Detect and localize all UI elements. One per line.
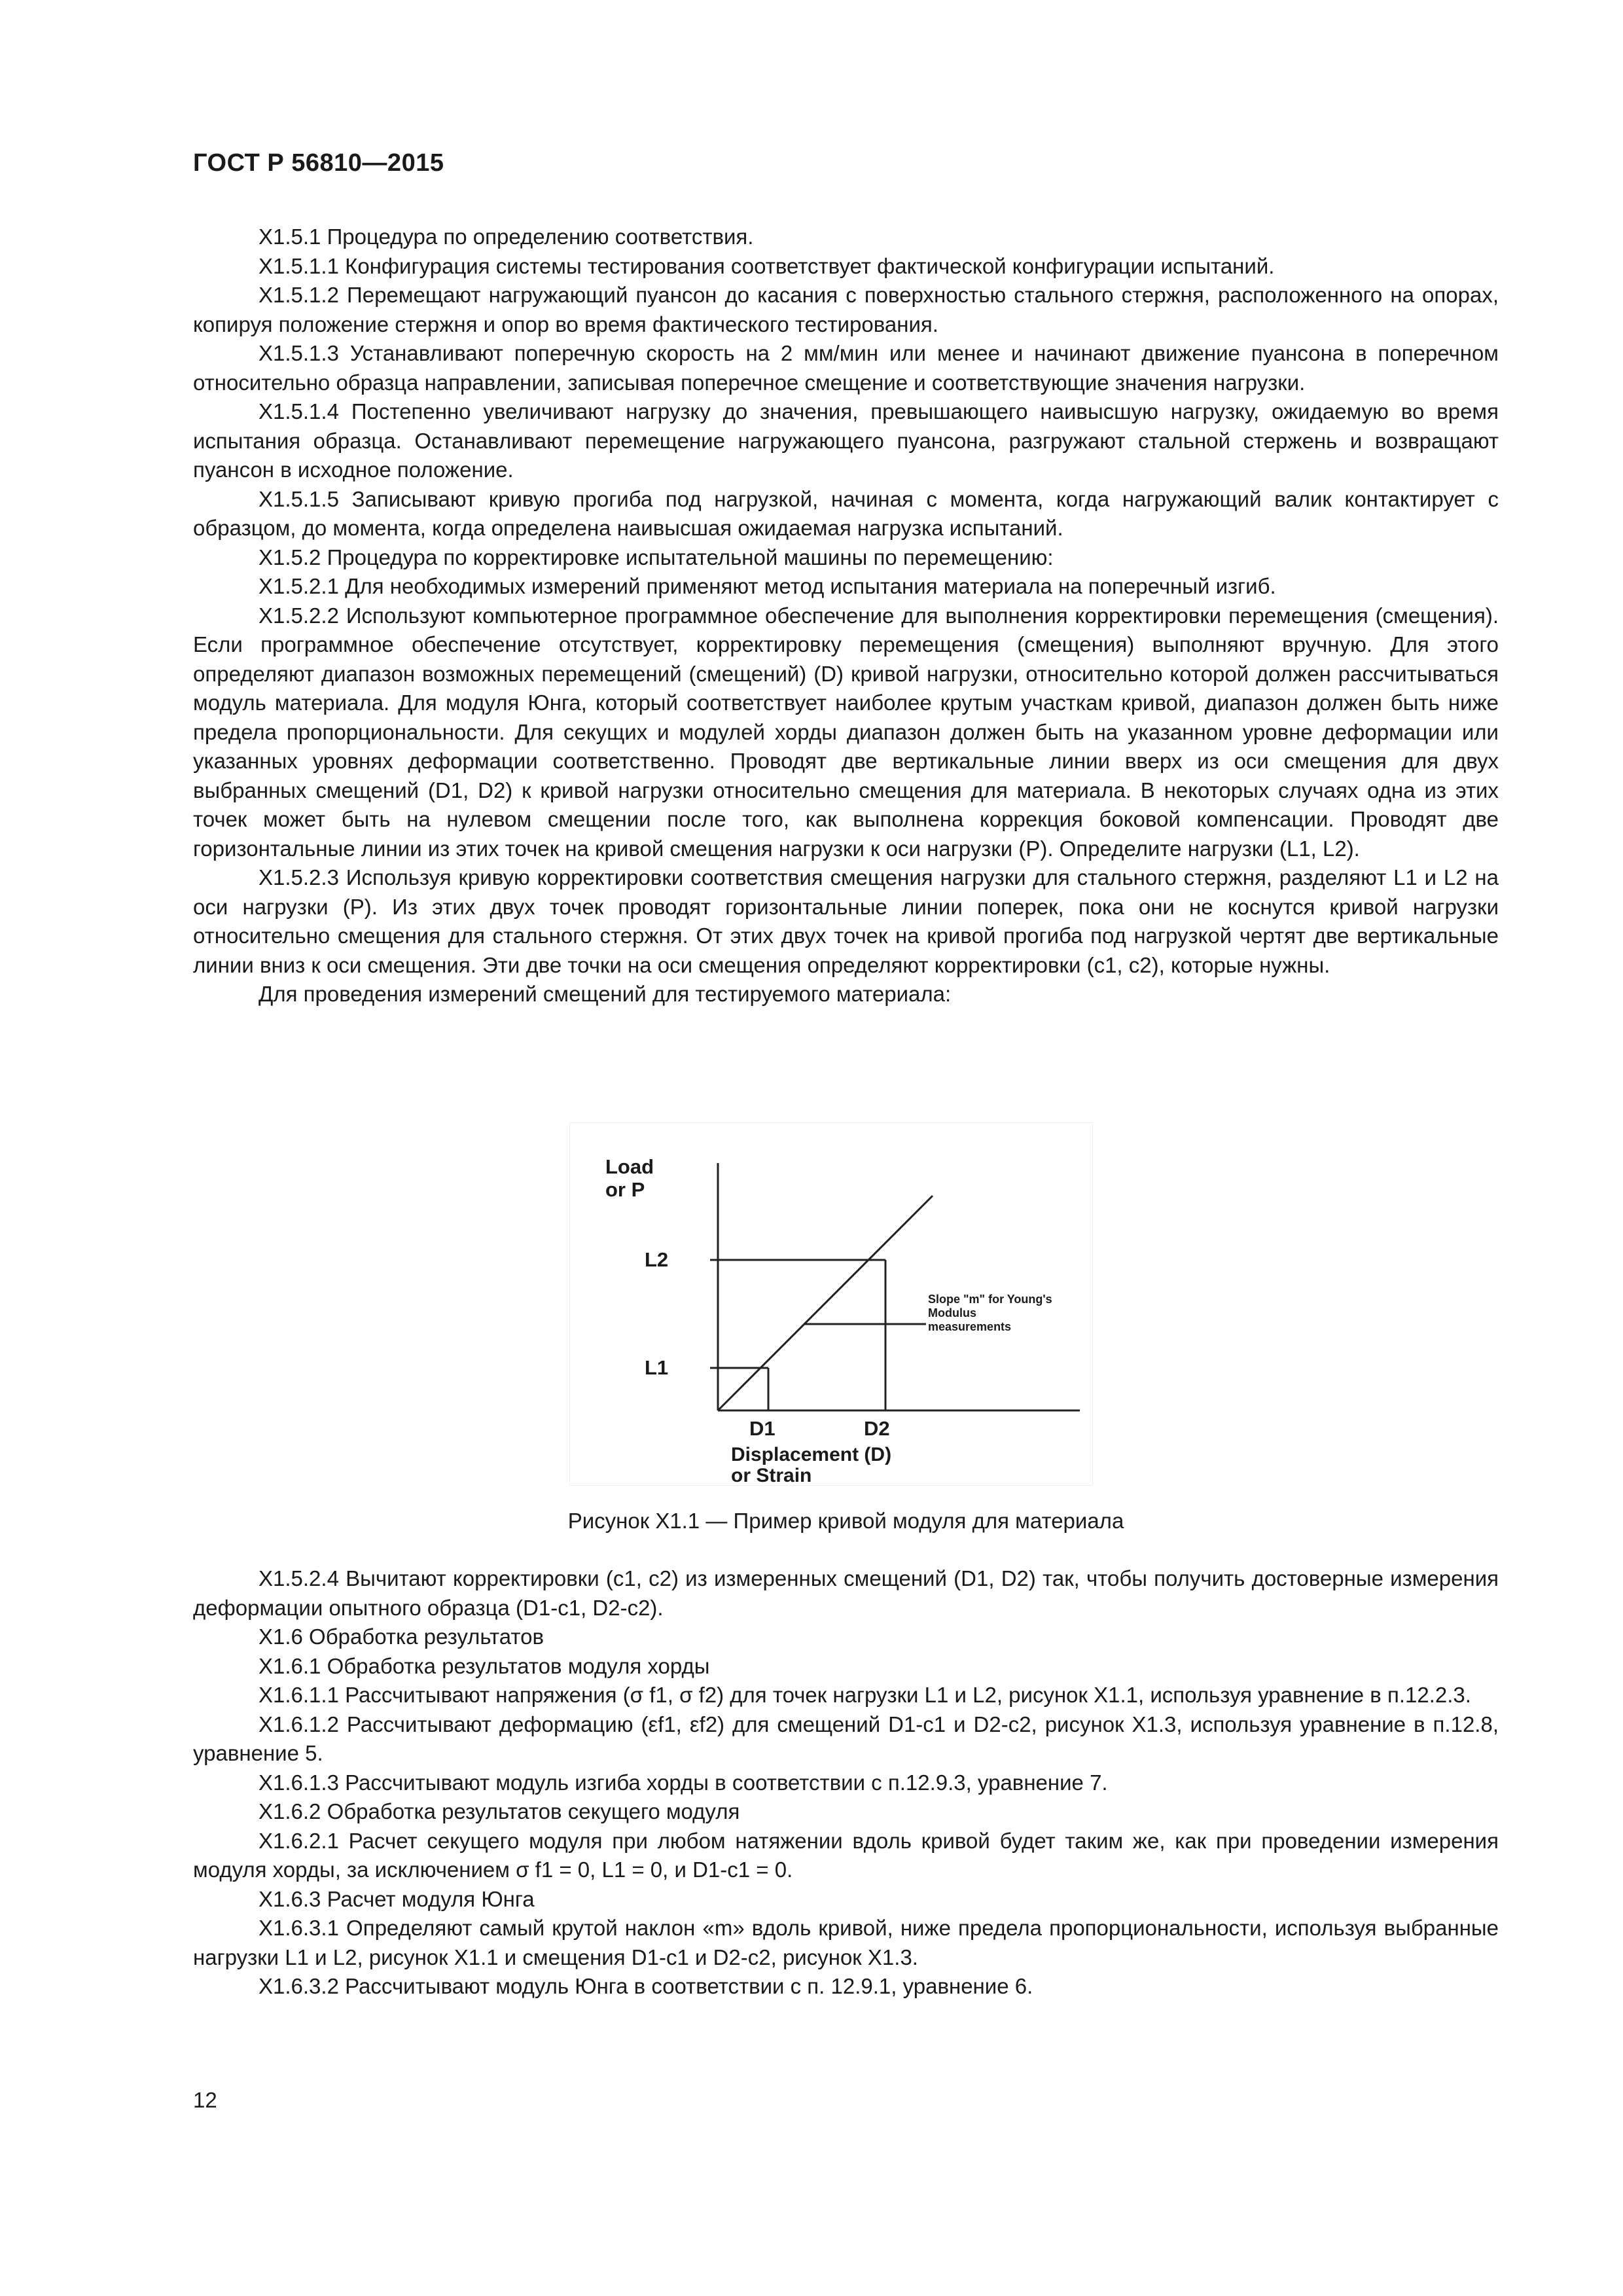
paragraph: X1.6.1.2 Рассчитывают деформацию (εf1, εf2) для смещений D1-c1 и D2-c2, рисунок X1.3, используя уравнение в п.12.8, уравнение 5. xyxy=(193,1712,1499,1765)
paragraph: X1.5.2 Процедура по корректировке испытательной машины по перемещению: xyxy=(259,545,1054,569)
paragraph: X1.5.1.2 Перемещают нагружающий пуансон до касания с поверхностью стального стержня, расположенного на опорах, копируя положение стержня и опор во время фактического тестирования. xyxy=(193,283,1499,336)
L1-label: L1 xyxy=(645,1356,669,1379)
figure-x1-1 xyxy=(569,1122,1093,1486)
paragraph: X1.5.2.3 Используя кривую корректировки соответствия смещения нагрузки для стального стержня, разделяют L1 и L2 на оси нагрузки (P). Из этих двух точек проводят горизонтальные линии поперек, пока они не коснутся кривой нагрузки относительно смещения для стального стержня. От этих двух точек на кривой прогиба под нагрузкой чертят две вертикальные линии вниз к оси смещения. Эти две точки на оси смещения определяют корректировки (c1, c2), которые нужны. xyxy=(193,865,1499,977)
paragraph: X1.6.1 Обработка результатов модуля хорды xyxy=(259,1653,710,1678)
y-axis-label: or P xyxy=(605,1178,645,1201)
document-header: ГОСТ Р 56810—2015 xyxy=(193,149,444,177)
paragraph: X1.5.1.4 Постепенно увеличивают нагрузку до значения, превышающего наивысшую нагрузку, ожидаемую во время испытания образца. Останавливают перемещение нагружающего пуансона, разгружают стальной стержень и возвращают пуансон в исходное положение. xyxy=(193,399,1499,482)
x-axis-label: Displacement (D) xyxy=(731,1444,892,1465)
paragraph: X1.5.2.1 Для необходимых измерений применяют метод испытания материала на поперечный изгиб. xyxy=(259,574,1276,598)
paragraph: X1.6.1.1 Рассчитывают напряжения (σ f1, σ f2) для точек нагрузки L1 и L2, рисунок X1.1, используя уравнение в п.12.2.3. xyxy=(259,1683,1471,1707)
paragraph: X1.5.1 Процедура по определению соответствия. xyxy=(259,224,754,249)
paragraph: X1.5.1.1 Конфигурация системы тестирования соответствует фактической конфигурации испытаний. xyxy=(259,253,1275,278)
D2-label: D2 xyxy=(864,1417,890,1440)
paragraph: X1.5.1.3 Устанавливают поперечную скорость на 2 мм/мин или менее и начинают движение пуансона в поперечном относительно образца направлении, записывая поперечное смещение и соответствующие значения нагрузки. xyxy=(193,341,1499,395)
paragraph: X1.6.3.2 Рассчитывают модуль Юнга в соответствии с п. 12.9.1, уравнение 6. xyxy=(259,1974,1033,1998)
paragraph: X1.6 Обработка результатов xyxy=(259,1624,544,1649)
slope-annotation: Slope "m" for Young's xyxy=(928,1293,1052,1306)
y-axis-label: Load xyxy=(605,1155,654,1178)
page-number: 12 xyxy=(193,2088,217,2112)
paragraph: X1.5.2.2 Используют компьютерное программное обеспечение для выполнения корректировки перемещения (смещения). Если программное обеспечение отсутствует, корректировку перемещения (смещения) выполняют вручную. Для этого определяют диапазон возможных перемещений (смещений) (D) кривой нагрузки, относительно которой должен рассчитываться модуль материала. Для модуля Юнга, который соответствует наиболее крутым участкам кривой, диапазон должен быть ниже предела пропорциональности. Для секущих и модулей хорды диапазон должен быть на указанном уровне деформации или указанных уровнях деформации соответственно. Проводят две вертикальные линии вверх из оси смещения для двух выбранных смещений (D1, D2) к кривой нагрузки относительно смещения для материала. В некоторых случаях одна из этих точек может быть на нулевом смещении после того, как выполнена коррекция боковой компенсации. Проводят две горизонтальные линии из этих точек на кривой смещения нагрузки к оси нагрузки (P). Определите нагрузки (L1, L2). xyxy=(193,603,1499,861)
paragraph: X1.6.1.3 Рассчитывают модуль изгиба хорды в соответствии с п.12.9.3, уравнение 7. xyxy=(259,1770,1108,1795)
body-text-bottom xyxy=(193,1564,1499,2001)
paragraph: X1.6.2.1 Расчет секущего модуля при любом натяжении вдоль кривой будет таким же, как при проведении измерения модуля хорды, за исключением σ f1 = 0, L1 = 0, и D1-c1 = 0. xyxy=(193,1828,1499,1882)
paragraph: X1.6.3.1 Определяют самый крутой наклон «m» вдоль кривой, ниже предела пропорциональности, используя выбранные нагрузки L1 и L2, рисунок X1.1 и смещения D1-c1 и D2-c2, рисунок X1.3. xyxy=(193,1916,1499,1969)
paragraph: X1.5.2.4 Вычитают корректировки (c1, c2) из измеренных смещений (D1, D2) так, чтобы получить достоверные измерения деформации опытного образца (D1-c1, D2-c2). xyxy=(193,1566,1499,1620)
paragraph: X1.6.3 Расчет модуля Юнга xyxy=(259,1886,535,1911)
L2-label: L2 xyxy=(645,1248,669,1271)
modulus-curve-diagram xyxy=(569,1122,1093,1486)
body-text-top xyxy=(193,223,1499,1009)
D1-label: D1 xyxy=(749,1417,776,1440)
paragraph: X1.6.2 Обработка результатов секущего модуля xyxy=(259,1799,740,1823)
x-axis-label: or Strain xyxy=(731,1465,812,1486)
figure-caption: Рисунок X1.1 — Пример кривой модуля для материала xyxy=(567,1509,1124,1533)
paragraph: X1.5.1.5 Записывают кривую прогиба под нагрузкой, начиная с момента, когда нагружающий валик контактирует с образцом, до момента, когда определена наивысшая ожидаемая нагрузка испытаний. xyxy=(193,486,1499,540)
paragraph: Для проведения измерений смещений для тестируемого материала: xyxy=(259,982,952,1006)
slope-annotation: Modulus xyxy=(928,1306,976,1319)
slope-annotation: measurements xyxy=(928,1320,1012,1333)
